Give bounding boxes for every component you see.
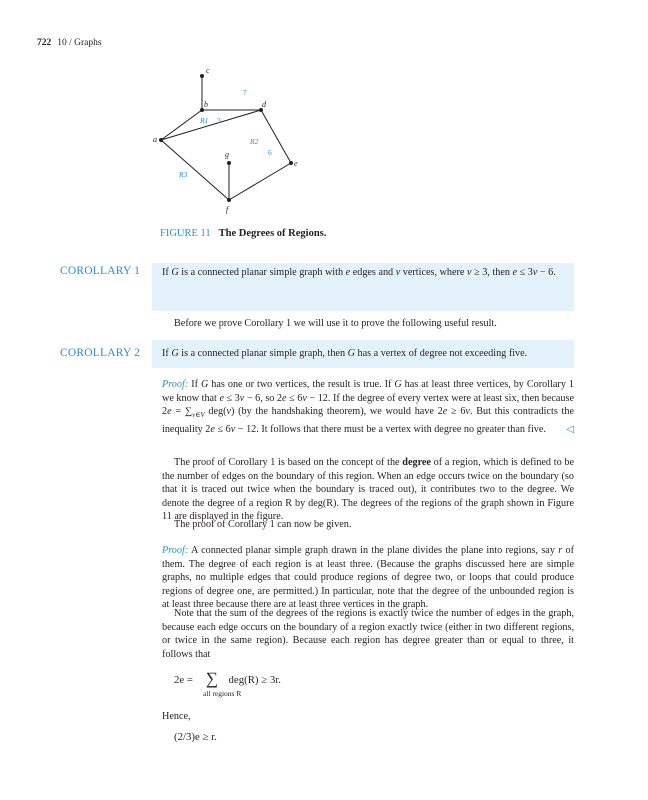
edge-a-b xyxy=(161,110,202,140)
degree-label-unbounded: 7 xyxy=(243,88,247,97)
edge-d-e xyxy=(261,110,291,163)
edge-a-d xyxy=(161,110,261,140)
vertex-c xyxy=(200,74,204,78)
figure-caption xyxy=(160,228,326,239)
vertex-g xyxy=(227,161,231,165)
qed-symbol: ◁ xyxy=(566,423,574,435)
vertex-label-a: a xyxy=(153,135,157,144)
proof-2-label: Proof: xyxy=(162,545,189,556)
page-number: 722 xyxy=(37,38,52,48)
equation-1-rhs: deg(R) ≥ 3r. xyxy=(228,674,281,686)
degree-paragraph: The proof of Corollary 1 is based on the concept of the degree of a region, which is defined to be the number of edges on the boundary of this region. When an edge occurs twice on the boundary (so that it is traced out twice when the boundary is traced out), it contributes two to the degree. We denote the degree of a region R by deg(R). The degrees of the regions of the graph shown in Figure 11 are displayed in the figure. xyxy=(162,457,574,523)
region-label-r3: R3 xyxy=(179,170,188,179)
figure-number: FIGURE 11 xyxy=(160,228,211,239)
degree-label-r1: 3 xyxy=(217,116,221,125)
proof-2: Proof: A connected planar simple graph drawn in the plane divides the plane into regions, say r of them. The degree of each region is at least three. (Because the graphs discussed here are simple graphs, no multiple edges that could produce regions of degree two, or loops that could produce regions of degree one, are permitted.) In particular, note that the degree of the unbounded region is at least three because there are at least three vertices in the graph. xyxy=(162,545,574,611)
figure-title: The Degrees of Regions. xyxy=(218,228,327,239)
corollary-2-label: COROLLARY 2 xyxy=(60,347,141,359)
intro-paragraph: Before we prove Corollary 1 we will use it to prove the following useful result. xyxy=(174,318,497,329)
degree-label-r2: 6 xyxy=(268,148,272,157)
edge-a-f xyxy=(161,140,229,200)
corollary-1-label: COROLLARY 1 xyxy=(60,265,141,277)
sum-paragraph: Note that the sum of the degrees of the regions is exactly twice the number of edges in the graph, because each edge occurs on the boundary of a region exactly twice (either in two different regions, or twice in the same region). Because each region has degree greater than or equal to three, it follows that xyxy=(162,608,574,660)
running-title: 10 / Graphs xyxy=(57,38,102,48)
page-header xyxy=(37,38,102,48)
corollary-1-text: If G is a connected planar simple graph with e edges and v vertices, where v ≥ 3, then e ≤ 3v − 6. xyxy=(162,267,556,278)
sum-symbol: ∑ xyxy=(205,669,218,688)
equation-2: (2/3)e ≥ r. xyxy=(174,731,217,743)
proof-intro: The proof of Corollary 1 can now be given. xyxy=(174,519,352,530)
figure-11-graph xyxy=(140,60,460,230)
proof-1: Proof: If G has one or two vertices, the result is true. If G has at least three vertices, by Corollary 1 we know that e ≤ 3v − 6, so 2e ≤ 6v − 12. If the degree of every vertex were at least six, then because $2e = \sum_{v\in V}$ deg(v) (by the handshaking theorem), we would have 2e ≥ 6v. But this contradicts the inequality 2e ≤ 6v − 12. It follows that there must be a vertex with degree no greater than five. ◁ xyxy=(162,379,574,435)
vertex-label-f: f xyxy=(226,205,229,214)
region-label-r2: R2 xyxy=(250,137,259,146)
vertex-label-b: b xyxy=(204,100,208,109)
vertex-e xyxy=(289,161,293,165)
vertex-f xyxy=(227,198,231,202)
vertex-label-d: d xyxy=(262,100,266,109)
corollary-2-text: If G is a connected planar simple graph, then G has a vertex of degree not exceeding five. xyxy=(162,348,528,359)
hence-text: Hence, xyxy=(162,711,191,722)
vertex-label-g: g xyxy=(225,150,229,159)
vertex-a xyxy=(159,138,163,142)
proof-1-label: Proof: xyxy=(162,379,189,390)
region-label-r1: R1 xyxy=(200,116,209,125)
sum-subscript: all regions R xyxy=(203,689,242,698)
vertex-label-c: c xyxy=(206,66,210,75)
equation-1-lhs: 2e = xyxy=(174,674,193,686)
vertex-label-e: e xyxy=(294,159,298,168)
equation-1 xyxy=(174,668,281,688)
edge-e-f xyxy=(229,163,291,200)
degree-term: degree xyxy=(402,457,431,468)
